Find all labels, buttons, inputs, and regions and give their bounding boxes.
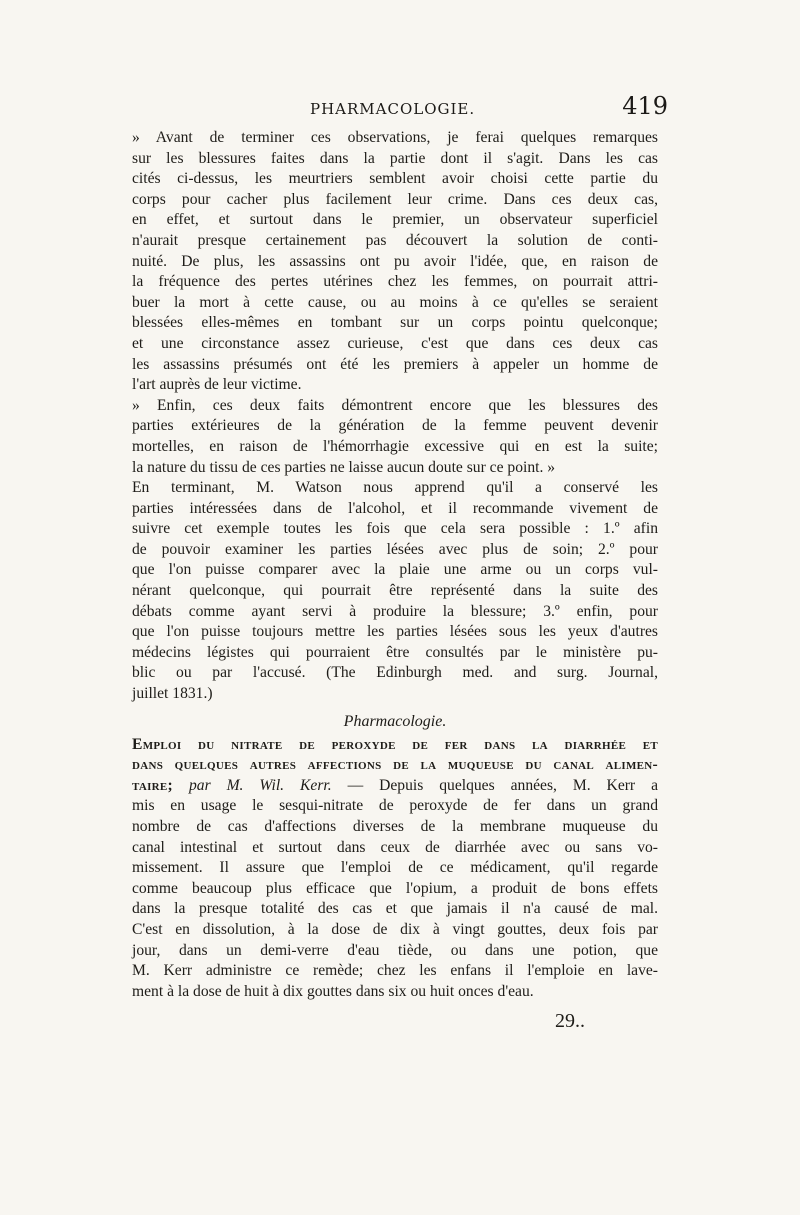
text-line: buer la mort à cette cause, ou au moins à ce qu'elles se seraient — [132, 293, 658, 311]
text-line: ment à la dose de huit à dix gouttes dans six ou huit onces d'eau. — [132, 982, 534, 1000]
article-body — [132, 796, 658, 1002]
text-line: jour, dans un demi-verre d'eau tiède, ou dans une potion, que — [132, 941, 658, 959]
article-title-cont: dans quelques autres affections de la muqueuse du canal alimen- — [132, 756, 658, 774]
article-title-lead: Emploi du nitrate de peroxyde de fer dans la diarrhée et — [132, 735, 658, 753]
text-line: que l'on puisse toujours mettre les parties lésées sous les yeux d'autres — [132, 623, 658, 641]
text-line: » Avant de terminer ces observations, je ferai quelques remarques — [132, 129, 658, 146]
text-line: la fréquence des pertes utérines chez les femmes, on pourrait attri- — [132, 273, 658, 291]
article-author: par M. Wil. Kerr. — [188, 776, 332, 794]
text-line: missement. Il assure que l'emploi de ce médicament, qu'il regarde — [132, 859, 658, 877]
text-line: nombre de cas d'affections diverses de la membrane muqueuse du — [132, 818, 658, 835]
text-line: blessées elles-mêmes en tombant sur un corps pointu quelconque; — [132, 314, 658, 332]
text-line: de pouvoir examiner les parties lésées avec plus de soin; 2.º pour — [132, 540, 658, 558]
text-line: juillet 1831.) — [132, 685, 213, 703]
text-line: l'art auprès de leur victime. — [132, 376, 302, 394]
running-head: PHARMACOLOGIE. — [310, 100, 476, 118]
text-line: comme beaucoup plus efficace que l'opium, a produit de bons effets — [132, 879, 658, 897]
article-title-end: taire; — [132, 776, 174, 794]
page-header — [140, 92, 670, 130]
signature-mark: 29.. — [555, 1010, 585, 1032]
text-line: mis en usage le sesqui-nitrate de peroxyde de fer dans un grand — [132, 797, 658, 815]
text-line: débats comme ayant servi à produire la blessure; 3.º enfin, pour — [132, 602, 658, 620]
text-line: n'aurait presque certainement pas découvert la solution de conti- — [132, 231, 658, 249]
text-line: sur les blessures faites dans la partie dont il s'agit. Dans les cas — [132, 149, 658, 167]
text-line: parties intéressées dans de l'alcohol, et il recommande vivement de — [132, 499, 658, 517]
text-line: parties extérieures de la génération de la femme peuvent devenir — [132, 417, 658, 435]
section-heading: Pharmacologie. — [343, 712, 447, 730]
text-line: En terminant, M. Watson nous apprend qu'il a conservé les — [132, 479, 658, 497]
text-line: blic ou par l'accusé. (The Edinburgh med. and surg. Journal, — [132, 664, 658, 682]
text-line: et une circonstance assez curieuse, c'est que dans ces deux cas — [132, 334, 658, 352]
text-line: cités ci-dessus, les meurtriers semblent avoir choisi cette partie du — [132, 170, 658, 188]
text-line: nuité. De plus, les assassins ont pu avoir l'idée, que, en raison de — [132, 252, 658, 270]
text-line: en effet, et surtout dans le premier, un observateur superficiel — [132, 211, 658, 229]
text-line: que l'on puisse comparer avec la plaie une arme ou un corps vul- — [132, 561, 658, 579]
text-line: suivre cet exemple toutes les fois que cela sera possible : 1.º afin — [132, 520, 658, 538]
text-line: corps pour cacher plus facilement leur crime. Dans ces deux cas, — [132, 190, 658, 208]
text-line: médecins légistes qui pourraient être consultés par le ministère pu- — [132, 643, 658, 661]
text-line: M. Kerr administre ce remède; chez les enfans il l'emploie en lave- — [132, 962, 658, 980]
text-line: nérant quelconque, qui pourrait être représenté dans la suite des — [132, 582, 658, 600]
article-title-line — [132, 755, 658, 776]
body-text — [132, 128, 658, 1002]
article-title-line — [132, 735, 658, 756]
forensic-section — [132, 128, 658, 705]
article — [132, 735, 658, 1003]
text-line: la nature du tissu de ces parties ne laisse aucun doute sur ce point. » — [132, 458, 556, 476]
article-first-line — [132, 776, 658, 797]
article-first-line-rest: — Depuis quelques années, M. Kerr a — [347, 776, 658, 794]
text-line: mortelles, en raison de l'hémorrhagie excessive qui en est la suite; — [132, 437, 658, 455]
text-line: canal intestinal et surtout dans ceux de diarrhée avec ou sans vo- — [132, 838, 658, 856]
text-line: dans la presque totalité des cas et que jamais il n'a causé de mal. — [132, 900, 658, 918]
text-line: C'est en dissolution, à la dose de dix à vingt gouttes, deux fois par — [132, 920, 658, 938]
text-line: » Enfin, ces deux faits démontrent encore que les blessures des — [132, 396, 658, 414]
text-line: les assassins présumés ont été les premiers à appeler un homme de — [132, 355, 658, 373]
page-number: 419 — [622, 92, 668, 120]
